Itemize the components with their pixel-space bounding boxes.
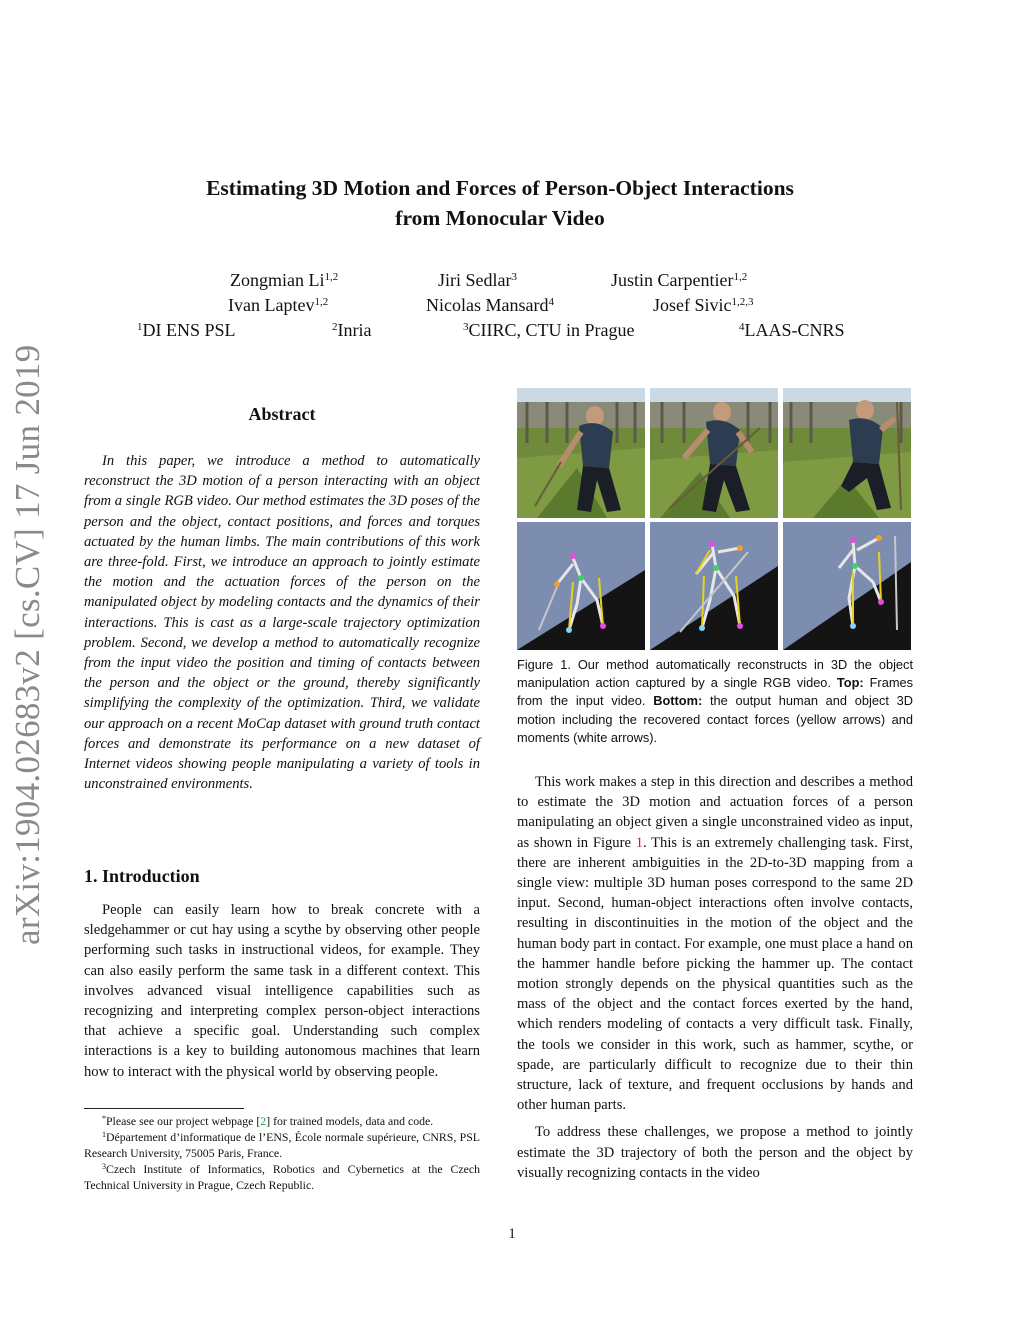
author-6: Josef Sivic$^{1,2,3}$ <box>653 295 754 315</box>
affiliation-2: $^2$Inria <box>332 320 372 340</box>
abstract-section <box>84 451 480 794</box>
figure-caption: Figure 1. Our method automatically reconstructs in 3D the object manipulation action captured by a single RGB video. Top: Frames from the input video. Bottom: the output human and object 3D motion including the recovered contact forces (yellow arrows) and moments (white arrows). <box>517 657 913 745</box>
video-frame-2 <box>650 388 778 518</box>
introduction-section <box>84 900 480 1082</box>
render-frame-1 <box>517 522 645 650</box>
video-frame-1 <box>517 388 645 518</box>
footnote-project: *Please see our project webpage [2] for trained models, data and code. <box>102 1114 434 1128</box>
author-4: Ivan Laptev$^{1,2}$ <box>228 295 329 315</box>
page-number: 1 <box>508 1226 516 1242</box>
title-line-2: from Monocular Video <box>395 206 605 230</box>
arxiv-identifier: arXiv:1904.02683v2 [cs.CV] 17 Jun 2019 <box>8 344 47 945</box>
right-paragraph-1: This work makes a step in this direction and describes a method to estimate the 3D motion and actuation forces of a person manipulating an object given a single unconstrained video as input, as shown in Figure 1. This is an extremely challenging task. First, there are inherent ambiguities in the 2D-to-3D mapping from a single view: multiple 3D human poses correspond to the same 2D input. Second, human-object interactions often involve contacts, resulting in discontinuities in the motion of the object and the human body part in contact. For example, one must place a hand on the hammer handle before picking the hammer up. The contact motion strongly depends on the physical quantities such as the mass of the object and the contact forces exerted by the hand, which renders modeling of contacts a very difficult task. Finally, the tools we consider in this work, such as hammer, scythe, or spade, are particularly difficult to recognize due to their thin structure, lack of texture, and frequent occlusions by hands and other human parts. <box>517 774 913 1114</box>
figure-reference-link[interactable]: 1 <box>635 834 643 851</box>
introduction-paragraph: People can easily learn how to break concrete with a sledgehammer or cut hay using a scythe by observing other people performing such tasks in instructional videos, for example. They can also easily perform the same task in a different context. This involves advanced visual intelligence capabilities such as recognizing and interpreting complex person-object interactions that achieve a specific goal. Understanding such complex interactions is a key to building autonomous machines that learn how to interact with the physical world by observing people. <box>84 902 480 1080</box>
title-line-1: Estimating 3D Motion and Forces of Person-Object Interactions <box>206 176 794 200</box>
author-3: Justin Carpentier$^{1,2}$ <box>611 270 748 290</box>
render-frame-2 <box>650 522 778 650</box>
render-frame-3 <box>783 522 911 650</box>
footnote-ciirc: $^3$Czech Institute of Informatics, Robotics and Cybernetics at the Czech Technical University in Prague, Czech Republic. <box>84 1162 480 1192</box>
abstract-heading: Abstract <box>248 404 316 424</box>
affiliation-3: $^3$CIIRC, CTU in Prague <box>463 320 635 340</box>
introduction-heading: 1. Introduction <box>84 866 200 886</box>
author-1: Zongmian Li$^{1,2}$ <box>230 270 339 290</box>
right-column <box>517 772 913 1183</box>
citation-link[interactable]: 2 <box>260 1114 267 1128</box>
video-frame-3 <box>783 388 911 518</box>
footnote-ens: $^1$Département d’informatique de l’ENS, École normale supérieure, CNRS, PSL Research University, 75005 Paris, France. <box>84 1130 480 1160</box>
author-2: Jiri Sedlar$^3$ <box>438 270 517 290</box>
paper-title <box>120 173 880 233</box>
affiliation-4: $^4$LAAS-CNRS <box>739 320 845 340</box>
footnote-rule <box>84 1108 244 1109</box>
right-paragraph-2: To address these challenges, we propose a method to jointly estimate the 3D trajectory of both the person and the object by visually recognizing contacts in the video <box>517 1124 913 1181</box>
abstract-text: In this paper, we introduce a method to automatically reconstruct the 3D motion of a person interacting with an object from a single RGB video. Our method estimates the 3D poses of the person and the object, contact positions, and forces and torques actuated by the human limbs. The main contributions of this work are three-fold. First, we introduce an approach to jointly estimate the motion and the actuation forces of the person on the manipulated object by modeling contacts and the dynamics of their interactions. This is cast as a large-scale trajectory optimization problem. Second, we develop a method to automatically recognize from the input video the position and timing of contacts between the person and the object or the ground, thereby significantly simplifying the complexity of the optimization. Third, we validate our approach on a recent MoCap dataset with ground truth contact forces and demonstrate its performance on a new dataset of Internet videos showing people manipulating a variety of tools in unconstrained environments. <box>84 453 480 793</box>
affiliation-1: $^1$DI ENS PSL <box>137 320 236 340</box>
author-5: Nicolas Mansard$^4$ <box>426 295 554 315</box>
